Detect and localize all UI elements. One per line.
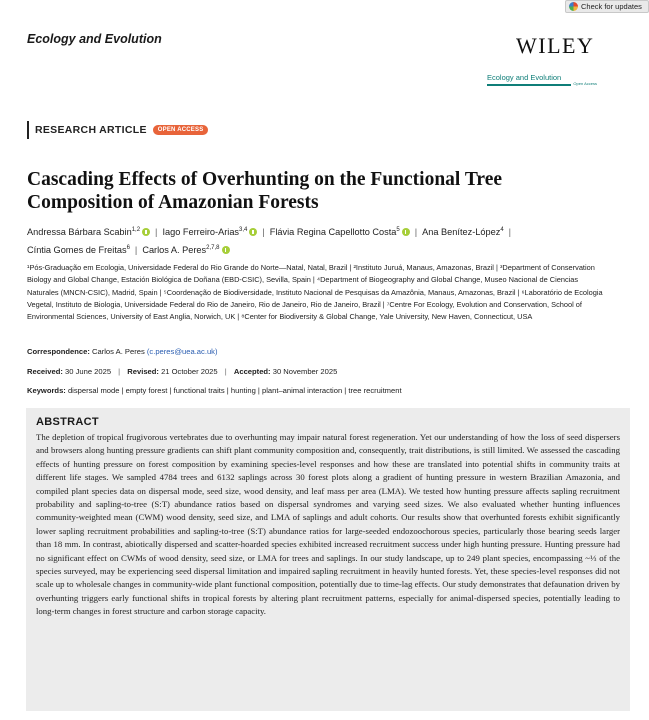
abstract-box [26, 408, 630, 711]
journal-name: Ecology and Evolution [27, 32, 162, 46]
correspondence-name: Carlos A. Peres [92, 347, 145, 356]
author-name[interactable] [422, 227, 504, 237]
date-separator: | [118, 367, 121, 376]
author-affiliation-marker: 1,2 [131, 227, 141, 233]
publisher-logo: WILEY [516, 33, 595, 58]
journal-logo [487, 73, 599, 86]
accepted-label: Accepted: [233, 367, 271, 376]
journal-logo-bar [487, 81, 599, 86]
article-type: RESEARCH ARTICLE [35, 124, 147, 136]
author-affiliation-marker: 3,4 [239, 227, 248, 233]
author-affiliation-marker: 5 [396, 227, 400, 233]
check-for-updates-label: Check for updates [581, 2, 642, 11]
author-name[interactable] [27, 227, 150, 237]
orcid-icon[interactable] [222, 246, 230, 254]
journal-logo-text: Ecology and Evolution [487, 73, 562, 82]
keywords-list: dispersal mode | empty forest | functional traits | hunting | plant–animal interaction | tree recruitment [67, 386, 402, 395]
author-affiliation-marker: 4 [500, 227, 504, 233]
crossmark-icon [569, 2, 578, 11]
author-list [27, 222, 627, 258]
author-affiliation-marker: 2,7,8 [206, 245, 220, 252]
article-title: Cascading Effects of Overhunting on the Functional Tree Composition of Amazonian Forests [27, 169, 503, 213]
keywords-label: Keywords: [27, 386, 66, 395]
article-dates [27, 367, 337, 376]
revised-label: Revised: [127, 367, 159, 376]
check-for-updates-button[interactable] [565, 0, 649, 13]
author-name-text: Iago Ferreiro-Arias [162, 227, 240, 238]
orcid-icon[interactable] [402, 228, 410, 236]
affiliations: ¹Pós-Graduação em Ecologia, Universidade Federal do Rio Grande do Norte—Natal, Natal, Brazil | ²Instituto Juruá, Manaus, Amazonas, Brazil | ³Department of Conservation Biology and Global Change, Estación Biológica de Doñana (EBD-CSIC), Sevilla, Spain | ⁴Department of Biogeography and Global Change, Museo Nacional de Ciencias Naturales (MNCN-CSIC), Madrid, Spain | ⁵Coordenação de Biodiversidade, Instituto Nacional de Pesquisas da Amazônia, Manaus, Amazonas, Brazil | ⁶Laboratório de Ecologia Vegetal, Instituto de Biologia, Universidade Federal do Rio de Janeiro, Rio de Janeiro, Rio de Janeiro, Brazil | ⁷Centre For Ecology, Evolution and Conservation, School of Environmental Sciences, University of East Anglia, Norwich, UK | ⁸Center for Biodiversity & Global Change, Yale University, New Haven, Connecticut, USA [27, 263, 603, 322]
author-separator: | [414, 227, 418, 238]
author-name-text: Ana Benítez-López [422, 227, 501, 238]
author-separator: | [155, 227, 158, 238]
accepted-date: 30 November 2025 [272, 367, 338, 376]
author-separator: | [134, 245, 138, 256]
author-name-text: Flávia Regina Capellotto Costa [269, 227, 397, 238]
correspondence-label: Correspondence: [27, 347, 90, 356]
abstract-text: The depletion of tropical frugivorous vertebrates due to overhunting may impair natural forest regeneration. Yet our understanding of how the loss of seed dispersers and browsers along hunting pressure gradients can shift plant community composition and, consequently, trait distributions, is still limited. We assessed the cascading effects of hunting pressure on forest composition by examining species-level responses and how these are translated into potential shifts in community traits at different life stages. We sampled 4784 trees and 6132 saplings across 30 forest plots along a gradient of hunting pressure in western Brazilian Amazonia, and compiled plant species data on dispersal mode, seed size, wood density, and leaf mass per area (LMA). We tested how hunting pressure affects sapling recruitment probability and sapling-to-tree (S:T) abundance ratios based on dispersal syndromes and varying seed sizes. We also evaluated whether hunting influences community-weighted mean (CWM) wood density, seed size, and LMA of saplings and adult cohorts. Our results show that overhunted forests exhibit significantly lower sapling recruitment probabilities and sapling-to-tree (S:T) abundance ratios for large-seeded endozoochorous species, particularly those bearing seeds larger than 18 mm. In contrast, abiotically dispersed and scatter-hoarded species exhibited increased recruitment success under high hunting pressure. Hunting pressure had no significant effect on CWMs of wood density, seed size, or LMA for trees and saplings. In our study landscape, up to 249 plant species, encompassing ~⅓ of the species surveyed, may be experiencing seed dispersal limitation and impaired sapling recruitment in heavily hunted forests. Yet, these species-level responses did not scale up to wholesale changes in community-wide plant functional composition, potentially due to time-lag effects. Our study demonstrates that defaunation driven by overhunting triggers early functional shifts in tropical forests by altering plant recruitment patterns, especially for animal-dispersed species, potentially leading to long-term changes in forest structure and carbon storage capacity. [36, 432, 620, 617]
author-name[interactable] [27, 245, 130, 255]
correspondence [27, 347, 218, 356]
author-name-text: Carlos A. Peres [142, 245, 207, 256]
author-name-text: Andressa Bárbara Scabin [27, 227, 132, 238]
author-name[interactable] [162, 227, 257, 237]
orcid-icon[interactable] [142, 228, 150, 236]
author-affiliation-marker: 6 [126, 245, 130, 252]
date-separator: | [224, 367, 227, 376]
orcid-icon[interactable] [249, 228, 257, 236]
received-label: Received: [27, 367, 63, 376]
revised-date: 21 October 2025 [161, 367, 218, 376]
author-name[interactable] [142, 245, 229, 255]
author-name[interactable] [270, 227, 410, 237]
author-separator: | [262, 227, 265, 238]
received-date: 30 June 2025 [65, 367, 112, 376]
open-access-badge: OPEN ACCESS [153, 125, 209, 135]
keywords [27, 386, 402, 395]
author-separator: | [508, 227, 512, 238]
abstract-heading: ABSTRACT [36, 416, 99, 428]
correspondence-email-link[interactable]: (c.peres@uea.ac.uk) [146, 347, 218, 356]
article-type-row [27, 121, 208, 139]
journal-logo-badge: Open Access [573, 81, 597, 86]
article-type-bar [27, 121, 29, 139]
author-name-text: Cíntia Gomes de Freitas [27, 245, 127, 256]
